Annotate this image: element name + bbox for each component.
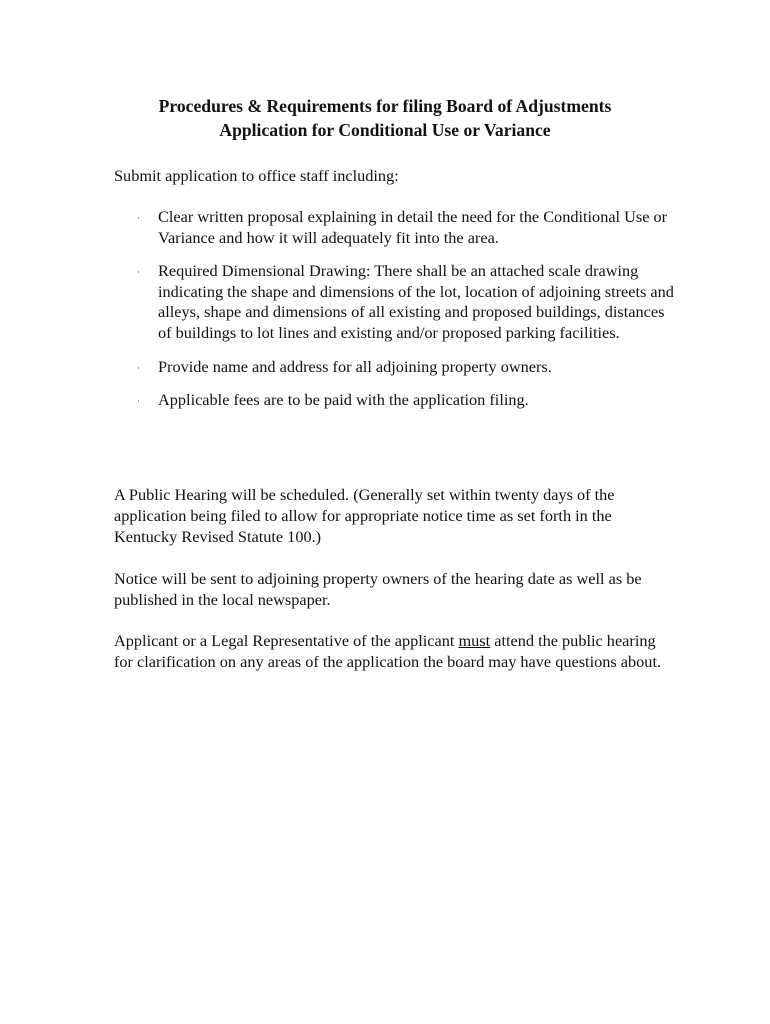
bullet-marker: ·	[137, 267, 140, 278]
list-item	[114, 390, 674, 411]
bullet-marker: ·	[137, 396, 140, 407]
must-emphasis: must	[458, 631, 491, 650]
document-title	[100, 94, 670, 142]
attendance-text-end: attend the public hearing for clarification on any areas of the application the board may have questions about.	[114, 631, 662, 671]
title-line-2: Application for Conditional Use or Variance	[219, 120, 551, 140]
notice-paragraph: Notice will be sent to adjoining property owners of the hearing date as well as be published in the local newspaper.	[114, 569, 642, 609]
list-item-text: Clear written proposal explaining in detail the need for the Conditional Use or Variance and how it will adequately fit into the area.	[158, 207, 668, 247]
public-hearing-paragraph: A Public Hearing will be scheduled. (Generally set within twenty days of the application being filed to allow for appropriate notice time as set forth in the Kentucky Revised Statute 100.)	[114, 485, 615, 546]
bullet-marker: ·	[137, 362, 140, 373]
list-item	[114, 357, 674, 378]
list-item-text: Provide name and address for all adjoining property owners.	[158, 356, 552, 376]
list-item	[114, 261, 674, 343]
title-line-1: Procedures & Requirements for filing Board of Adjustments	[158, 96, 612, 116]
list-item-text: Applicable fees are to be paid with the application filing.	[158, 390, 529, 410]
list-item-text: Required Dimensional Drawing: There shall be an attached scale drawing indicating the shape and dimensions of the lot, location of adjoining streets and alleys, shape and dimensions of all existing and proposed buildings, distances of buildings to lot lines and existing and/or proposed parking facilities.	[158, 261, 674, 342]
attendance-paragraph	[114, 630, 674, 672]
requirements-list	[114, 207, 674, 424]
attendance-text-start: Applicant or a Legal Representative of the applicant	[114, 631, 459, 650]
list-item	[114, 207, 674, 248]
intro-text: Submit application to office staff including:	[114, 166, 399, 185]
bullet-marker: ·	[137, 213, 140, 223]
